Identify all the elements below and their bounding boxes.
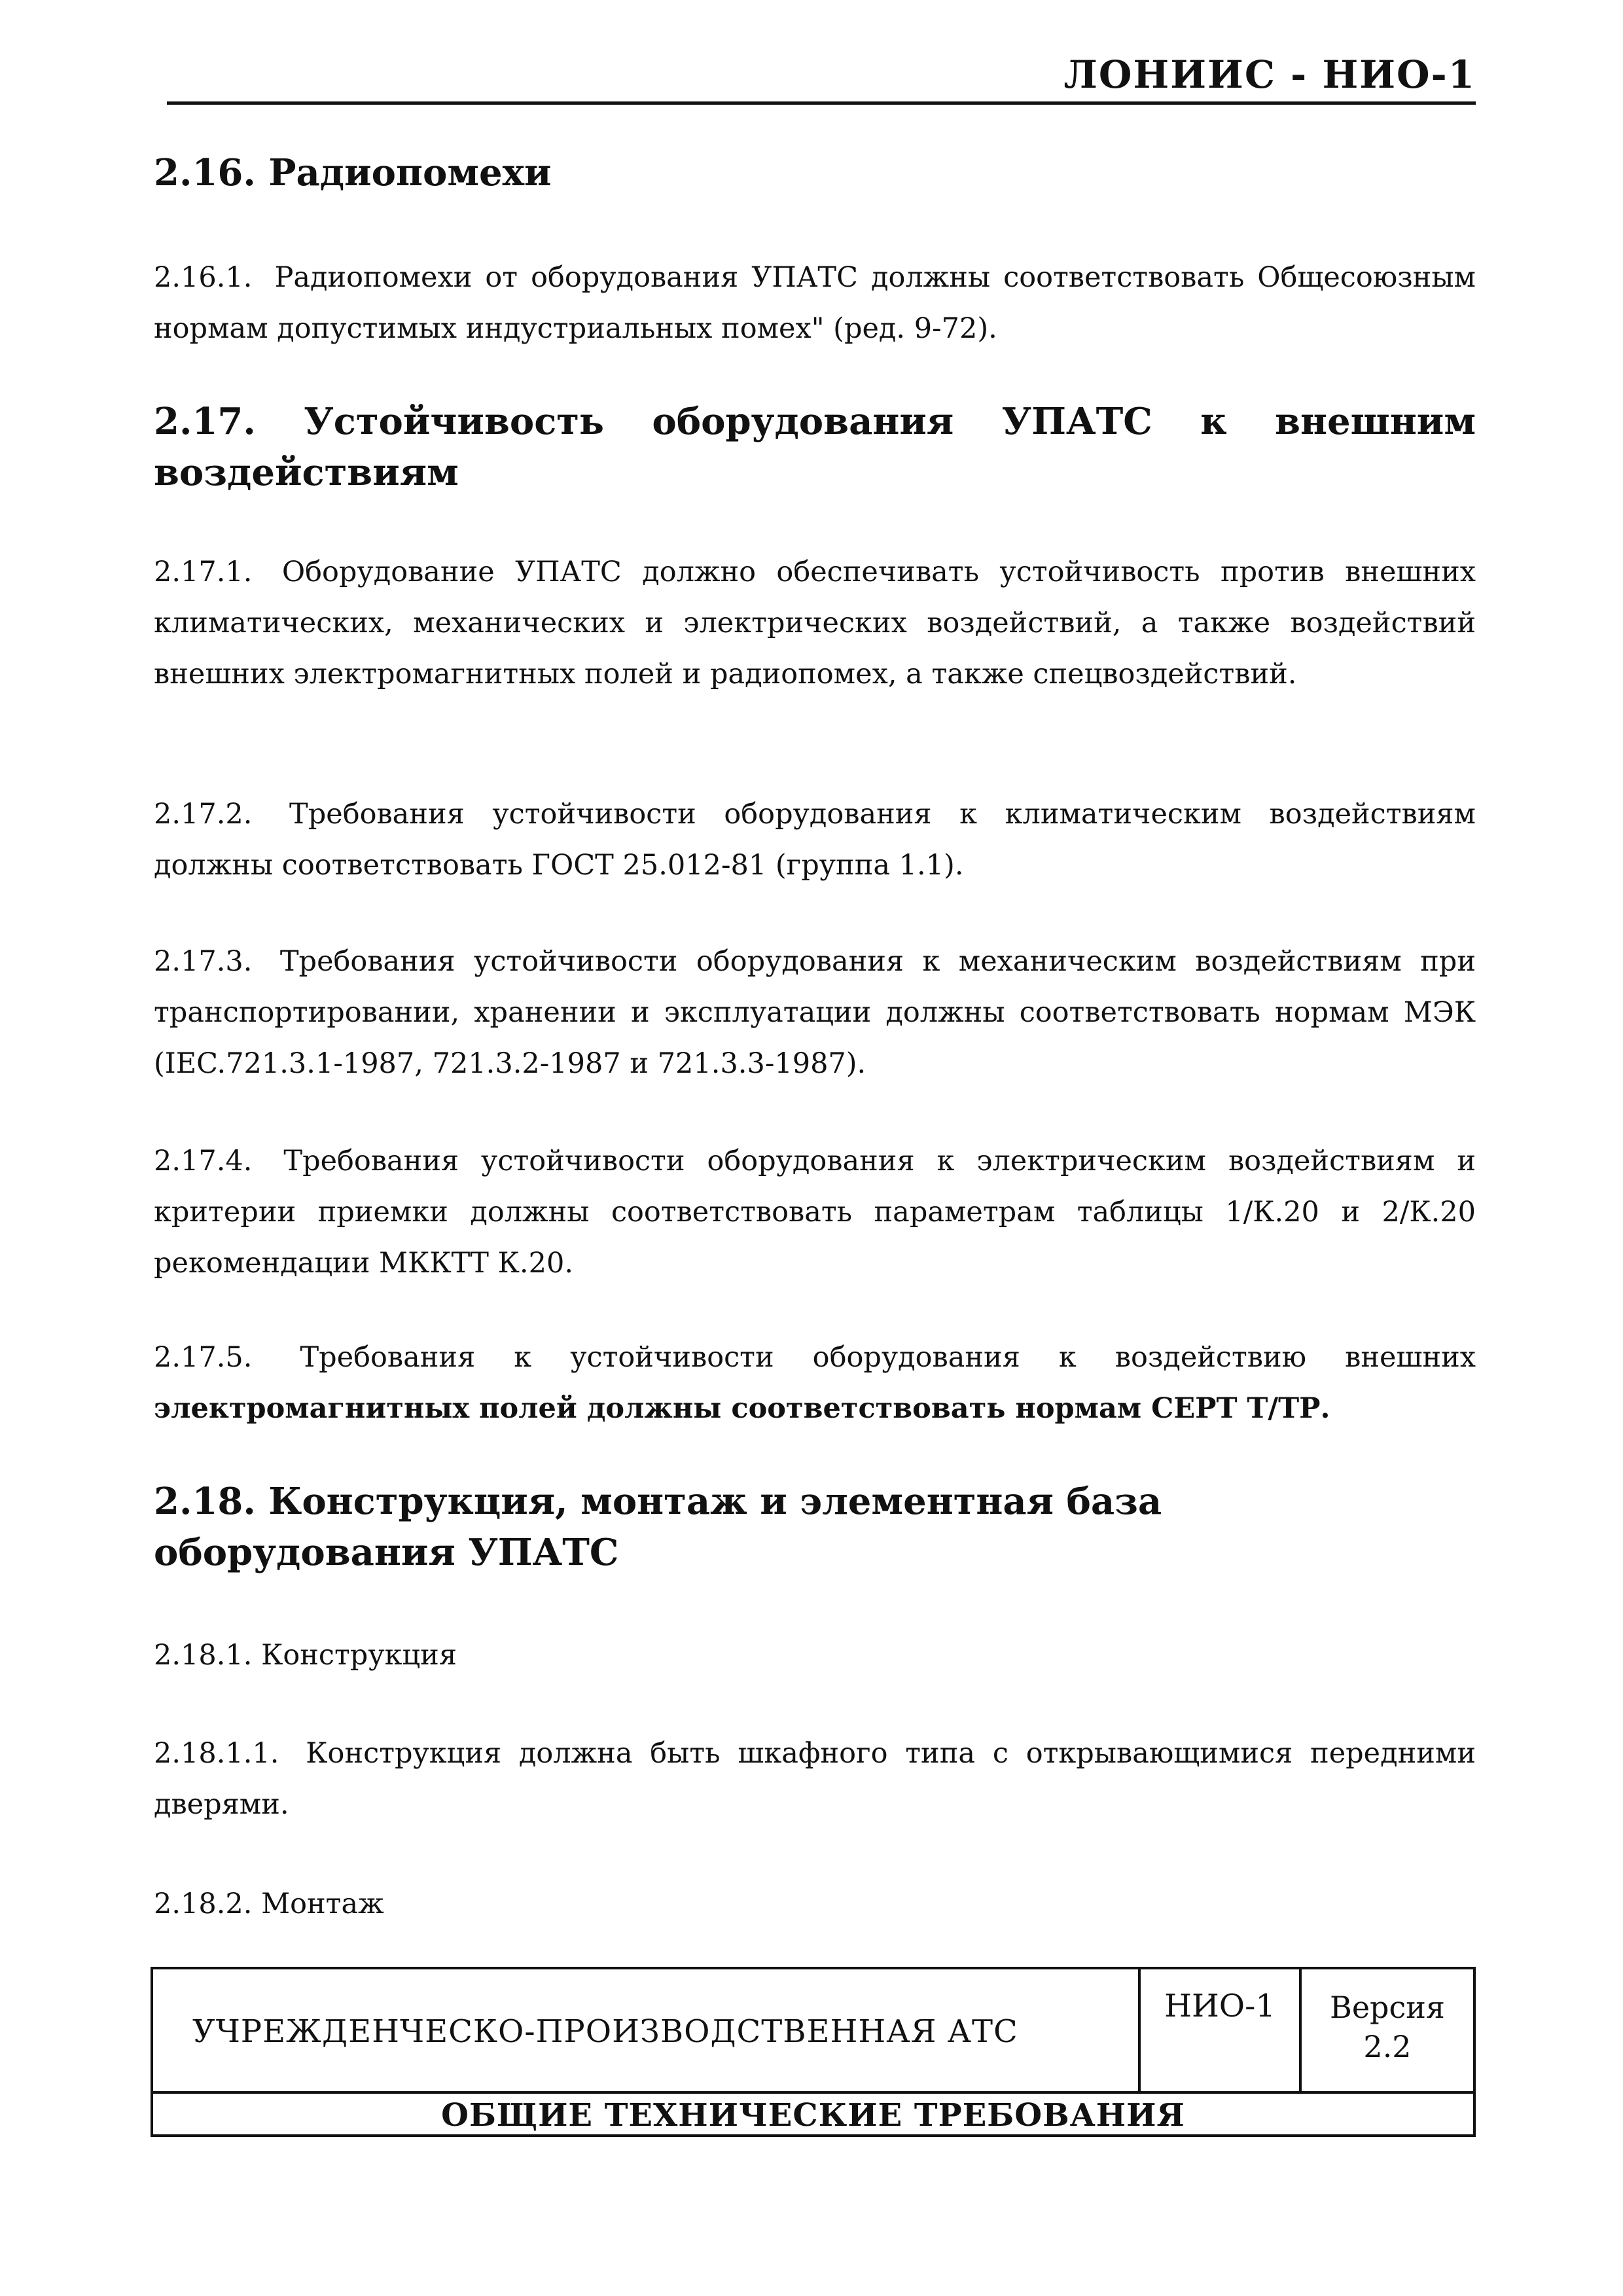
paragraph-number: 2.18.1.1. [154, 1737, 279, 1770]
section-2-17-title [154, 396, 1476, 498]
paragraph-text: Конструкция должна быть шкафного типа с открывающимися передними дверями. [154, 1737, 1476, 1821]
title-word: УПАТС [1001, 400, 1152, 443]
paragraph-number: 2.17.5. [154, 1341, 253, 1374]
paragraph-2-17-4 [154, 1136, 1476, 1289]
paragraph-number: 2.17.2. [154, 798, 253, 831]
paragraph-number: 2.17.4. [154, 1145, 253, 1177]
subsection-2-18-1-title: 2.18.1. Конструкция [154, 1639, 457, 1672]
section-2-18-title: 2.18. Конструкция, монтаж и элементная база оборудования УПАТС [154, 1480, 1162, 1574]
paragraph-text: Требования устойчивости оборудования к электрическим воздействиям и критерии приемки должны соответствовать параметрам таблицы 1/К.20 и 2/К.20 рекомендации МККТТ К.20. [154, 1145, 1476, 1280]
page-header [167, 49, 1476, 105]
paragraph-text: Оборудование УПАТС должно обеспечивать устойчивость против внешних климатических, механических и электрических воздействий, а также воздействий внешних электромагнитных полей и радиопомех, а также спецвоздействий. [154, 556, 1476, 691]
paragraph-2-17-1 [154, 547, 1476, 700]
paragraph-2-18-1-1 [154, 1728, 1476, 1830]
paragraph-number: 2.17.1. [154, 556, 253, 588]
footer-row [153, 1969, 1473, 2094]
paragraph-2-17-2 [154, 789, 1476, 891]
version-value: 2.2 [1363, 2029, 1412, 2064]
version-label: Версия [1330, 1990, 1445, 2025]
footer-title-block [151, 1967, 1476, 2137]
footer-version [1302, 1969, 1473, 2091]
paragraph-number: 2.16.1. [154, 261, 253, 294]
paragraph-text: Требования к устойчивости оборудования к воздействию внешних [300, 1341, 1476, 1374]
subsection-2-18-2-title: 2.18.2. Монтаж [154, 1888, 384, 1920]
paragraph-text: Требования устойчивости оборудования к механическим воздействиям при транспортировании, хранении и эксплуатации должны соответствовать нормам МЭК (IEC.721.3.1-1987, 721.3.2-1987 и 721.3.3-1987). [154, 945, 1476, 1080]
title-word: Устойчивость [304, 400, 605, 443]
paragraph-line1 [154, 1332, 1476, 1383]
title-word: 2.17. [154, 400, 256, 443]
paragraph-text: Радиопомехи от оборудования УПАТС должны соответствовать Общесоюзным нормам допустимых индустриальных помех" (ред. 9-72). [154, 261, 1476, 345]
paragraph-number: 2.17.3. [154, 945, 253, 978]
paragraph-2-17-3 [154, 936, 1476, 1089]
paragraph-2-16-1 [154, 252, 1476, 354]
paragraph-2-17-5 [154, 1332, 1476, 1434]
footer-subtitle: ОБЩИЕ ТЕХНИЧЕСКИЕ ТРЕБОВАНИЯ [441, 2097, 1185, 2134]
footer-code: НИО-1 [1138, 1969, 1302, 2091]
title-word: оборудования [652, 400, 954, 443]
title-word: к [1200, 400, 1227, 443]
paragraph-text: Требования устойчивости оборудования к климатическим воздействиям должны соответствовать ГОСТ 25.012-81 (группа 1.1). [154, 798, 1476, 882]
section-2-16-title: 2.16. Радиопомехи [154, 151, 552, 194]
section-2-17-title-line1 [154, 396, 1476, 447]
footer-document-title: УЧРЕЖДЕНЧЕСКО-ПРОИЗВОДСТВЕННАЯ АТС [192, 2013, 1018, 2050]
document-code: ЛОНИИС - НИО-1 [1063, 52, 1476, 97]
section-2-17-title-line2: воздействиям [154, 451, 459, 494]
paragraph-line2: электромагнитных полей должны соответствовать нормам СЕРТ Т/ТР. [154, 1392, 1330, 1425]
title-word: внешним [1275, 400, 1476, 443]
